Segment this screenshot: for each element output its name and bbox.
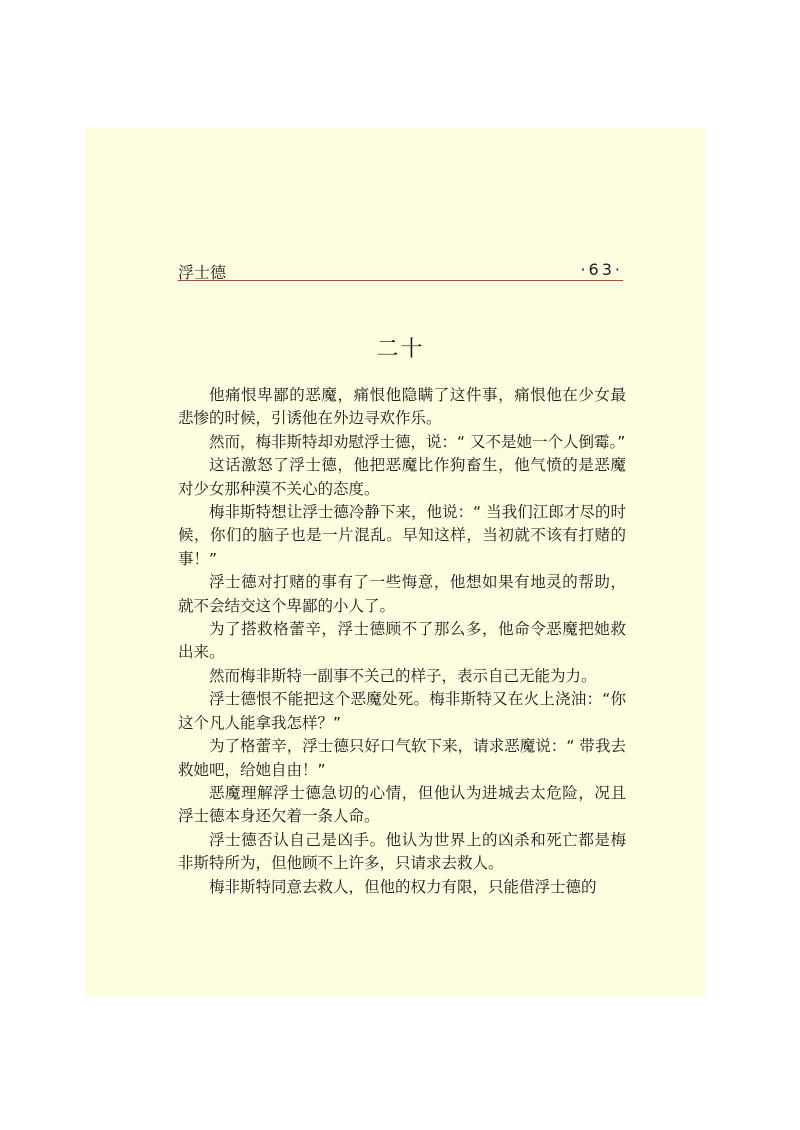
paragraph: 浮士德恨不能把这个恶魔处死。梅非斯特又在火上浇油：“你这个凡人能拿我怎样？” (178, 690, 626, 732)
paragraph: 然而梅非斯特一副事不关己的样子，表示自己无能为力。 (209, 666, 597, 685)
paragraph: 为了搭救格蕾辛，浮士德顾不了那么多，他命令恶魔把她救出来。 (178, 620, 626, 662)
paragraph: 梅非斯特想让浮士德冷静下来，他说：“ 当我们江郎才尽的时候，你们的脑子也是一片混乱。早知这样，当初就不该有打赌的事！” (178, 503, 626, 568)
header-page-number: ·63· (580, 260, 623, 279)
paragraph: 恶魔理解浮士德急切的心情，但他认为进城去太危险，况且浮士德本身还欠着一条人命。 (178, 783, 626, 826)
paragraph: 为了格蕾辛，浮士德只好口气软下来，请求恶魔说：“ 带我去救她吧，给她自由！” (178, 737, 626, 779)
header-book-title: 浮士德 (178, 263, 227, 282)
header-rule (178, 280, 623, 281)
running-header (178, 258, 623, 280)
paragraph: 梅非斯特同意去救人，但他的权力有限，只能借浮士德的 (209, 877, 597, 896)
paragraph: 他痛恨卑鄙的恶魔，痛恨他隐瞒了这件事，痛恨他在少女最悲惨的时候，引诱他在外边寻欢作乐。 (178, 386, 626, 428)
chapter-title: 二十 (376, 337, 425, 362)
paragraph: 然而，梅非斯特却劝慰浮士德，说：“ 又不是她一个人倒霉。” (209, 432, 626, 451)
body-text (178, 384, 626, 899)
paragraph: 这话激怒了浮士德，他把恶魔比作狗畜生，他气愤的是恶魔对少女那种漠不关心的态度。 (178, 456, 626, 498)
paragraph: 浮士德否认自己是凶手。他认为世界上的凶杀和死亡都是梅非斯特所为，但他顾不上许多，只请求去救人。 (178, 830, 626, 873)
paragraph: 浮士德对打赌的事有了一些悔意，他想如果有地灵的帮助，就不会结交这个卑鄙的小人了。 (178, 573, 626, 615)
